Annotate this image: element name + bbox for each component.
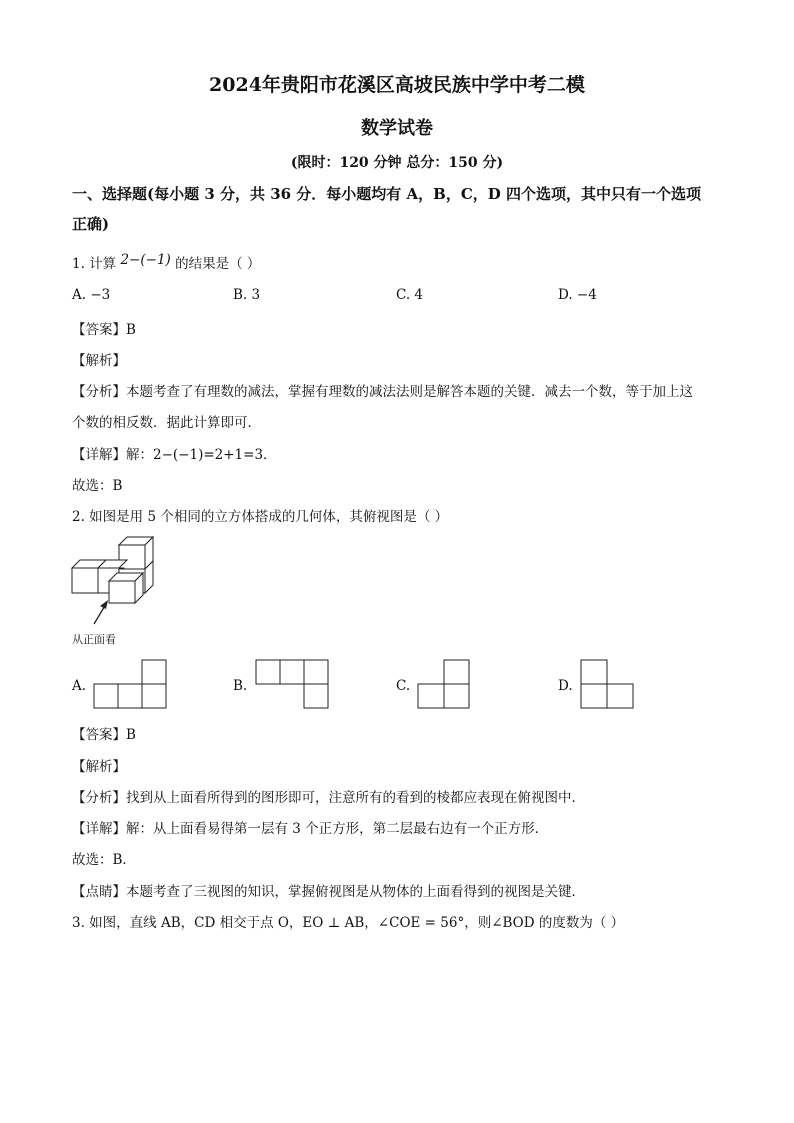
question-1-detail: 【详解】解：2−(−1)=2+1=3． — [72, 447, 277, 463]
question-2-detail: 【详解】解：从上面看易得第一层有 3 个正方形，第二层最右边有一个正方形． — [72, 821, 549, 837]
question-2-option-c-label: C. — [396, 678, 411, 694]
question-2-analysis: 【分析】找到从上面看所得到的图形即可，注意所有的看到的棱都应表现在俯视图中． — [72, 790, 585, 806]
question-1-stem — [72, 252, 260, 272]
document-subtitle: 数学试卷 — [361, 118, 433, 139]
option-a-figure — [92, 659, 168, 709]
question-1-answer: 【答案】B — [72, 322, 136, 338]
question-1-prefix: 1. 计算 — [72, 256, 117, 272]
question-1-suffix: 的结果是（ ） — [175, 256, 261, 272]
question-1-analysis-line1: 【分析】本题考查了有理数的减法，掌握有理数的减法法则是解答本题的关键．减去一个数，等于加上这 — [72, 384, 693, 400]
question-2-stem: 2. 如图是用 5 个相同的立方体搭成的几何体，其俯视图是（ ） — [72, 509, 449, 525]
exam-limits: (限时：120 分钟 总分：150 分) — [290, 155, 504, 171]
cube-figure — [70, 536, 160, 636]
question-2-option-b-label: B. — [233, 678, 248, 694]
question-2-answer: 【答案】B — [72, 727, 136, 743]
question-1-option-b: B. 3 — [233, 287, 261, 303]
question-1-expression: 2−(−1) — [120, 252, 171, 268]
question-2-analysis-label: 【解析】 — [72, 759, 126, 775]
section-heading-line2: 正确) — [72, 215, 110, 233]
question-1-analysis-line2: 个数的相反数．据此计算即可． — [72, 415, 261, 431]
question-2-note: 【点睛】本题考查了三视图的知识，掌握俯视图是从物体的上面看得到的视图是关键． — [72, 884, 585, 900]
question-2-option-a-label: A. — [72, 678, 87, 694]
option-d-figure — [579, 659, 635, 709]
figure-caption: 从正面看 — [72, 633, 116, 646]
question-1-option-c: C. 4 — [396, 287, 424, 303]
question-1-option-a: A. −3 — [72, 287, 111, 303]
question-1-analysis-label: 【解析】 — [72, 353, 126, 369]
section-heading-line1: 一、选择题(每小题 3 分，共 36 分．每小题均有 A，B，C，D 四个选项，其中只有一个选项 — [72, 185, 702, 203]
option-b-figure — [254, 659, 330, 709]
question-1-choice: 故选：B — [72, 478, 123, 494]
question-1-option-d: D. −4 — [558, 287, 597, 303]
option-c-figure — [416, 659, 470, 709]
document-title: 2024年贵阳市花溪区高坡民族中学中考二模 — [209, 74, 585, 96]
question-2-option-d-label: D. — [558, 678, 573, 694]
question-3-stem: 3. 如图，直线 AB，CD 相交于点 O，EO ⊥ AB，∠COE = 56°，则∠BOD 的度数为（ ） — [72, 915, 625, 931]
question-2-choice: 故选：B． — [72, 852, 136, 868]
